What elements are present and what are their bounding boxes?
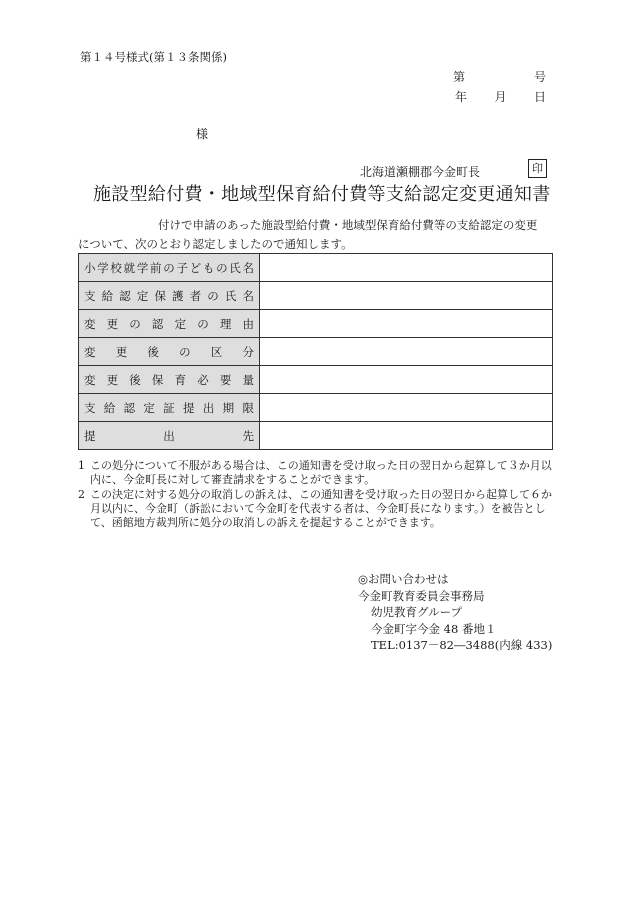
- row-value-guardian-name[interactable]: [260, 282, 553, 310]
- issue-date: [455, 88, 546, 105]
- contact-address: 今金町字今金 48 番地１: [371, 621, 497, 636]
- label-submission-deadline: 支給認定証提出期限: [84, 400, 254, 415]
- note-item: [78, 459, 553, 487]
- note-number: 1: [78, 459, 85, 472]
- doc-number-suffix: 号: [533, 70, 546, 84]
- row-value-new-care-amount[interactable]: [260, 366, 553, 394]
- document-title: 施設型給付費・地域型保育給付費等支給認定変更通知書: [93, 184, 551, 205]
- contact-heading: ◎お問い合わせは: [358, 572, 449, 586]
- row-label: [79, 366, 260, 394]
- date-day: 日: [533, 90, 546, 104]
- table-row: [79, 282, 553, 310]
- table-row: [79, 254, 553, 282]
- contact-org: 今金町教育委員会事務局: [358, 588, 485, 603]
- row-label: [79, 422, 260, 450]
- label-guardian-name: 支給認定保護者の氏名: [84, 288, 254, 303]
- form-number: 第１４号様式(第１３条関係): [80, 50, 227, 64]
- row-label: [79, 282, 260, 310]
- addressee-suffix: 様: [196, 127, 209, 141]
- issuer-name: 北海道瀬棚郡今金町長: [360, 165, 481, 179]
- document-number: [453, 68, 546, 85]
- table-row: [79, 422, 553, 450]
- label-child-name: 小学校就学前の子どもの氏名: [84, 260, 254, 275]
- label-new-category: 変更後の区分: [84, 344, 254, 359]
- table-row: [79, 366, 553, 394]
- date-month: 月: [494, 90, 507, 104]
- label-change-reason: 変更の認定の理由: [84, 316, 254, 331]
- intro-line-2: について、次のとおり認定しましたので通知します。: [78, 237, 353, 251]
- contact-info: [358, 571, 552, 654]
- note-text: この処分について不服がある場合は、この通知書を受け取った日の翌日から起算して３か月以内に、今金町長に対して審査請求をすることができます。: [90, 459, 552, 486]
- seal-mark: 印: [528, 159, 547, 178]
- row-label: [79, 310, 260, 338]
- row-value-submit-to[interactable]: [260, 422, 553, 450]
- note-item: [78, 488, 553, 530]
- table-row: [79, 338, 553, 366]
- intro-line-1: 付けで申請のあった施設型給付費・地域型保育給付費等の支給認定の変更: [158, 218, 538, 232]
- date-year: 年: [455, 90, 468, 104]
- table-row: [79, 310, 553, 338]
- label-new-care-amount: 変更後保育必要量: [84, 372, 254, 387]
- row-label: [79, 254, 260, 282]
- certification-table: [78, 253, 553, 450]
- contact-tel: TEL:0137－82―3488(内線 433): [371, 638, 553, 652]
- contact-dept: 幼児教育グループ: [371, 605, 463, 619]
- notes: [78, 459, 553, 531]
- doc-number-prefix: 第: [453, 70, 466, 84]
- table-row: [79, 394, 553, 422]
- row-value-change-reason[interactable]: [260, 310, 553, 338]
- label-submit-to: 提出先: [84, 428, 254, 443]
- row-value-child-name[interactable]: [260, 254, 553, 282]
- row-value-submission-deadline[interactable]: [260, 394, 553, 422]
- row-label: [79, 338, 260, 366]
- note-number: 2: [78, 488, 85, 501]
- row-label: [79, 394, 260, 422]
- row-value-new-category[interactable]: [260, 338, 553, 366]
- note-text: この決定に対する処分の取消しの訴えは、この通知書を受け取った日の翌日から起算して６か月以内に、今金町（訴訟において今金町を代表する者は、今金町長になります。）を被告として、函館地方裁判所に処分の取消しの訴えを提起することができます。: [90, 488, 552, 529]
